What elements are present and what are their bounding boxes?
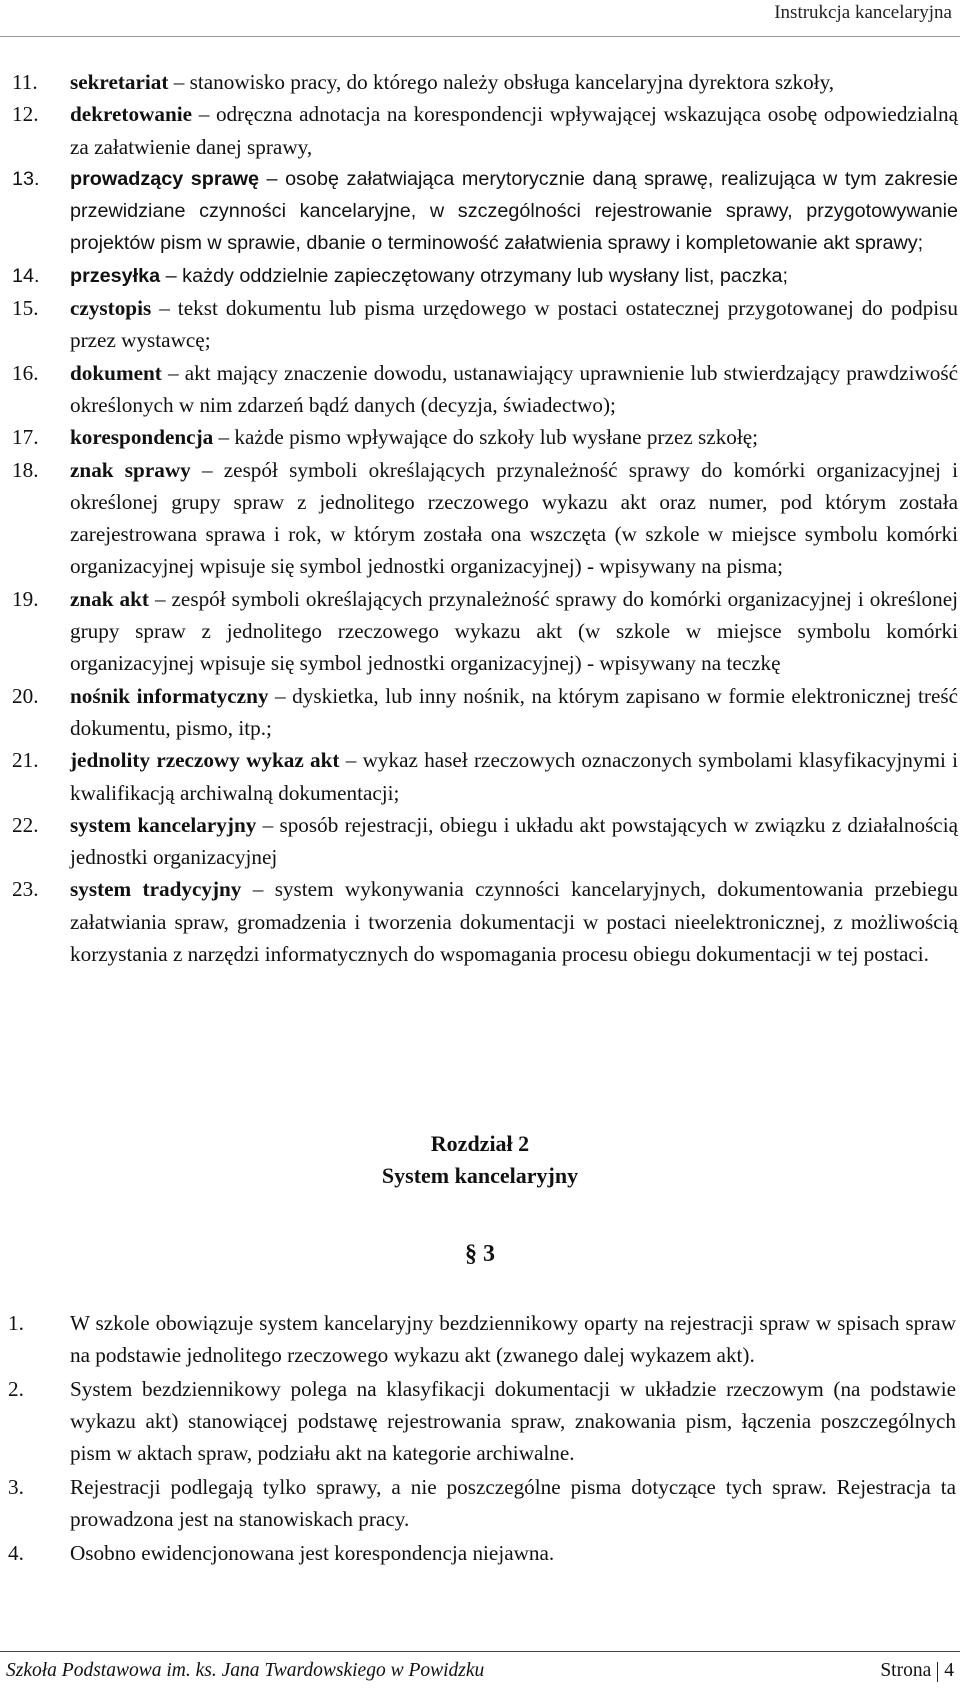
definition-item: 16. dokument – akt mający znaczenie dowodu, ustanawiający uprawnienie lub stwierdzający prawdziwość określonych w nim zdarzeń bądź danych (decyzja, świadectwo);	[12, 360, 958, 417]
definition-item: 17. korespondencja – każde pismo wpływające do szkoły lub wysłane przez szkołę;	[12, 425, 759, 450]
definition-text: – zespół symboli określających przynależność sprawy do komórki organizacyjnej i określonej grupy spraw z jednolitego rzeczowego wykazu akt (w szkole w miejsce symbolu komórki organizacyjnej wpisuje się symbol jednostki organizacyjnej) - wpisywany na teczkę	[70, 586, 959, 676]
definition-item: 13. prowadzący sprawę – osobę załatwiająca merytorycznie daną sprawę, realizująca w tym zakresie przewidziane czynności kancelaryjne, w szczególności rejestrowanie sprawy, przygotowywanie projektów pism w sprawie, dbanie o terminowość załatwienia sprawy i kompletowanie akt sprawy;	[12, 167, 958, 255]
chapter-title: System kancelaryjny	[381, 1163, 579, 1188]
list-item: 2. System bezdziennikowy polega na klasyfikacji dokumentacji w układzie rzeczowym (na podstawie wykazu akt) stanowiącej podstawę rejestrowania spraw, znakowania pism, łączenia poszczególnych pism w aktach spraw, podziału akt na kategorie archiwalne.	[8, 1377, 956, 1465]
definition-term: nośnik informatyczny	[70, 683, 269, 708]
definition-term: znak sprawy	[70, 457, 191, 482]
list-item: 4. Osobno ewidencjonowana jest korespondencja niejawna.	[8, 1541, 555, 1565]
page-header	[0, 0, 960, 37]
definition-term: sekretariat	[70, 70, 169, 94]
definition-term: prowadzący sprawę	[70, 167, 259, 190]
definition-item: 15. czystopis – tekst dokumentu lub pisma urzędowego w postaci ostatecznej przygotowanej do podpisu przez wystawcę;	[12, 296, 958, 353]
document-title: Instrukcja kancelaryjna	[774, 2, 952, 23]
footer-school-name: Szkoła Podstawowa im. ks. Jana Twardowskiego w Powidzku	[6, 1660, 485, 1681]
definition-item: 21. jednolity rzeczowy wykaz akt – wykaz haseł rzeczowych oznaczonych symbolami klasyfikacyjnymi i kwalifikacją archiwalną dokumentacji;	[12, 748, 958, 805]
page-label: Strona	[880, 1660, 932, 1681]
definition-term: system kancelaryjny	[70, 812, 257, 837]
definition-text: – dyskietka, lub inny nośnik, na którym zapisano w formie elektronicznej treść dokumentu, pismo, itp.;	[70, 683, 958, 740]
definition-text: – wykaz haseł rzeczowych oznaczonych symbolami klasyfikacyjnymi i kwalifikacją archiwalną dokumentacji;	[70, 748, 958, 805]
numbered-list	[8, 1307, 956, 1571]
definitions-list	[12, 66, 958, 970]
definition-text: – stanowisko pracy, do którego należy obsługa kancelaryjna dyrektora szkoły,	[168, 70, 835, 94]
definition-term: korespondencja	[70, 425, 214, 450]
definition-item: 18. znak sprawy – zespół symboli określających przynależność sprawy do komórki organizacyjnej i określonej grupy spraw z jednolitego rzeczowego wykazu akt oraz numer, pod którym została zarejestrowana sprawa i rok, w którym została ona wszczęta (w szkole w miejsce symbolu komórki organizacyjnej wpisuje się symbol jednostki organizacyjnej) - wpisywany na pisma;	[12, 457, 958, 579]
definition-term: dokument	[70, 360, 162, 385]
definition-term: dekretowanie	[70, 102, 193, 127]
definition-text: – osobę załatwiająca merytorycznie daną sprawę, realizująca w tym zakresie przewidziane czynności kancelaryjne, w szczególności rejestrowanie sprawy, przygotowywanie projektów pism w sprawie, dbanie o terminowość załatwienia sprawy i kompletowanie akt sprawy;	[70, 167, 958, 255]
list-item: 3. Rejestracji podlegają tylko sprawy, a nie poszczególne pisma dotyczące tych spraw. Rejestracja ta prowadzona jest na stanowiskach pracy.	[8, 1475, 956, 1531]
definition-item: 19. znak akt – zespół symboli określających przynależność sprawy do komórki organizacyjnej i określonej grupy spraw z jednolitego rzeczowego wykazu akt (w szkole w miejsce symbolu komórki organizacyjnej wpisuje się symbol jednostki organizacyjnej) - wpisywany na teczkę	[12, 586, 959, 676]
definition-item: 22. system kancelaryjny – sposób rejestracji, obiegu i układu akt powstających w związku z działalnością jednostki organizacyjnej	[12, 812, 959, 870]
definition-term: przesyłka	[70, 264, 161, 287]
page-number: 4	[944, 1660, 954, 1681]
definition-item: 20. nośnik informatyczny – dyskietka, lub inny nośnik, na którym zapisano w formie elektronicznej treść dokumentu, pismo, itp.;	[12, 683, 958, 740]
page-indicator	[880, 1660, 954, 1682]
page-separator	[937, 1662, 938, 1682]
definition-term: czystopis	[70, 296, 152, 321]
definition-text: – każdy oddzielnie zapieczętowany otrzymany lub wysłany list, paczka;	[160, 264, 788, 287]
definition-text: – tekst dokumentu lub pisma urzędowego w postaci ostatecznej przygotowanej do podpisu przez wystawcę;	[70, 296, 958, 353]
page-footer	[0, 1651, 960, 1690]
section-heading: § 3	[465, 1241, 495, 1267]
definition-text: – system wykonywania czynności kancelaryjnych, dokumentowania przebiegu załatwiania spraw, gromadzenia i tworzenia dokumentacji w postaci nieelektronicznej, z możliwością korzystania z narzędzi informatycznych do wspomagania procesu obiegu dokumentacji w tej postaci.	[70, 877, 958, 967]
chapter-number: Rozdział 2	[430, 1131, 530, 1156]
definition-item: 23. system tradycyjny – system wykonywania czynności kancelaryjnych, dokumentowania przebiegu załatwiania spraw, gromadzenia i tworzenia dokumentacji w postaci nieelektronicznej, z możliwością korzystania z narzędzi informatycznych do wspomagania procesu obiegu dokumentacji w tej postaci.	[12, 877, 958, 967]
definition-item: 12. dekretowanie – odręczna adnotacja na korespondencji wpływającej wskazująca osobę odpowiedzialną za załatwienie danej sprawy,	[12, 102, 958, 159]
definition-text: – odręczna adnotacja na korespondencji wpływającej wskazująca osobę odpowiedzialną za załatwienie danej sprawy,	[70, 102, 958, 159]
definition-term: jednolity rzeczowy wykaz akt	[70, 748, 340, 773]
definition-text: – akt mający znaczenie dowodu, ustanawiający uprawnienie lub stwierdzający prawdziwość określonych w nim zdarzeń bądź danych (decyzja, świadectwo);	[70, 360, 958, 417]
definition-item: 14. przesyłka – każdy oddzielnie zapieczętowany otrzymany lub wysłany list, paczka;	[12, 264, 788, 287]
definition-term: system tradycyjny	[70, 877, 242, 902]
definition-item: 11. sekretariat – stanowisko pracy, do którego należy obsługa kancelaryjna dyrektora szkoły,	[12, 70, 835, 94]
list-item: 1. W szkole obowiązuje system kancelaryjny bezdziennikowy oparty na rejestracji spraw w spisach spraw na podstawie jednolitego rzeczowego wykazu akt (zwanego dalej wykazem akt).	[8, 1311, 956, 1367]
definition-text: – zespół symboli określających przynależność sprawy do komórki organizacyjnej i określonej grupy spraw z jednolitego rzeczowego wykazu akt oraz numer, pod którym została zarejestrowana sprawa i rok, w którym została ona wszczęta (w szkole w miejsce symbolu komórki organizacyjnej wpisuje się symbol jednostki organizacyjnej) - wpisywany na pisma;	[70, 457, 958, 579]
definition-text: – sposób rejestracji, obiegu i układu akt powstających w związku z działalnością jednostki organizacyjnej	[70, 812, 959, 870]
definition-text: – każde pismo wpływające do szkoły lub wysłane przez szkołę;	[213, 425, 759, 450]
definition-term: znak akt	[70, 586, 149, 611]
